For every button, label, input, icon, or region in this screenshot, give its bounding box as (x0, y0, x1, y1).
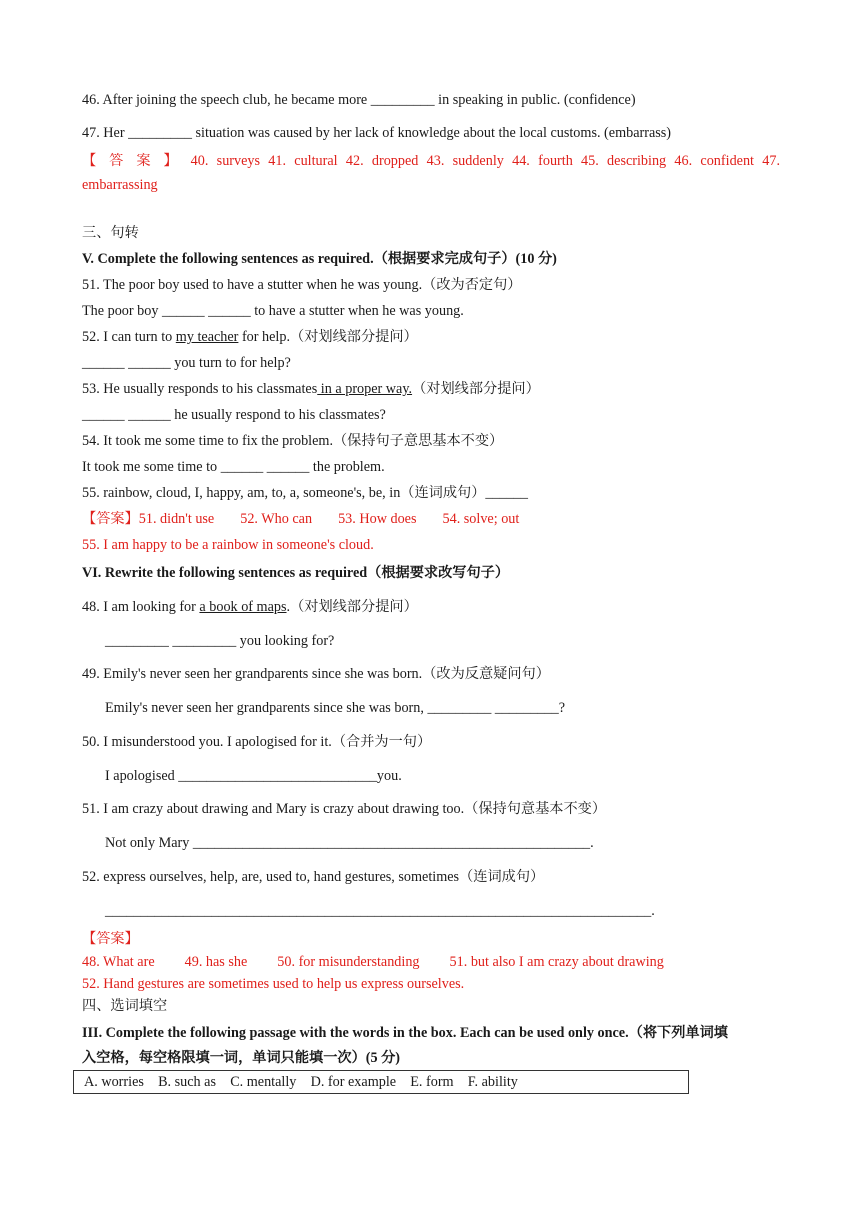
answer-key-line-1: 【 答 案 】 40. surveys 41. cultural 42. dropped 43. suddenly 44. fourth 45. describing 46. confident 47. (82, 153, 780, 169)
question-v-52-underlined: my teacher (175, 329, 239, 345)
section-heading-4: 四、选词填空 (82, 998, 168, 1014)
question-vi-48-post: .（对划线部分提问） (286, 599, 418, 615)
section-iii-title-line-1: III. Complete the following passage with the words in the box. Each can be used only once.（将下列单词填 (82, 1025, 728, 1041)
answer-key-vi (82, 953, 664, 971)
word-box-options: A. worries B. such as C. mentally D. for example E. form F. ability (84, 1074, 518, 1090)
answer-item: 48. What are (82, 954, 155, 970)
section-vi-title: VI. Rewrite the following sentences as required（根据要求改写句子） (82, 565, 510, 581)
question-v-55: 55. rainbow, cloud, I, happy, am, to, a, someone's, be, in（连词成句）______ (82, 485, 528, 501)
question-vi-48 (82, 598, 418, 616)
answer-item: 49. has she (184, 954, 248, 970)
answer-key-vi-52: 52. Hand gestures are sometimes used to help us express ourselves. (82, 976, 465, 992)
section-v-title (82, 250, 557, 268)
question-vi-52: 52. express ourselves, help, are, used to, hand gestures, sometimes（连词成句） (82, 869, 545, 885)
question-v-53-post: （对划线部分提问） (412, 381, 540, 397)
question-vi-48-blank: _________ _________ you looking for? (105, 633, 335, 649)
answer-item: 51. didn't use (138, 511, 215, 527)
question-vi-50: 50. I misunderstood you. I apologised for it.（合并为一句） (82, 734, 432, 750)
answer-key-v (82, 510, 519, 528)
question-v-52-post: for help.（对划线部分提问） (238, 329, 418, 345)
answer-item: 53. How does (338, 511, 417, 527)
question-v-53-underlined: in a proper way. (317, 381, 413, 397)
question-vi-52-blank: _____________________________________________________________________________. (105, 903, 655, 919)
question-v-52 (82, 328, 418, 346)
question-vi-50-blank: I apologised ____________________________you. (105, 768, 402, 784)
question-v-51-blank: The poor boy ______ ______ to have a stutter when he was young. (82, 303, 464, 319)
answer-key-line-2: embarrassing (82, 177, 158, 193)
question-vi-49: 49. Emily's never seen her grandparents since she was born.（改为反意疑问句） (82, 666, 550, 682)
answer-item: 54. solve; out (442, 511, 520, 527)
question-v-54-blank: It took me some time to ______ ______ the problem. (82, 459, 385, 475)
section-heading-3: 三、句转 (82, 225, 139, 241)
question-v-54: 54. It took me some time to fix the problem.（保持句子意思基本不变） (82, 433, 504, 449)
answer-label-vi: 【答案】 (82, 931, 139, 947)
question-v-51: 51. The poor boy used to have a stutter when he was young.（改为否定句） (82, 277, 522, 293)
question-v-52-blank: ______ ______ you turn to for help? (82, 355, 291, 371)
question-vi-51: 51. I am crazy about drawing and Mary is crazy about drawing too.（保持句意基本不变） (82, 801, 607, 817)
answer-item: 50. for misunderstanding (277, 954, 420, 970)
answer-item: 51. but also I am crazy about drawing (449, 954, 664, 970)
section-v-title-cn: （根据要求完成句子）(10 分) (373, 251, 557, 267)
answer-item: 52. Who can (240, 511, 313, 527)
question-46: 46. After joining the speech club, he became more _________ in speaking in public. (confidence) (82, 92, 636, 108)
question-v-53 (82, 380, 540, 398)
question-vi-48-pre: 48. I am looking for (82, 599, 200, 615)
section-iii-title-line-2: 入空格，每空格限填一词，单词只能填一次）(5 分) (82, 1050, 401, 1066)
question-v-53-pre: 53. He usually responds to his classmates (82, 381, 318, 397)
question-v-52-pre: 52. I can turn to (82, 329, 176, 345)
question-v-53-blank: ______ ______ he usually respond to his classmates? (82, 407, 386, 423)
answer-key-v-55: 55. I am happy to be a rainbow in someone's cloud. (82, 537, 374, 553)
section-v-title-en: V. Complete the following sentences as required. (82, 251, 374, 267)
question-47: 47. Her _________ situation was caused by her lack of knowledge about the local customs. (embarrass) (82, 125, 672, 141)
answer-label: 【答案】 (82, 511, 139, 527)
question-vi-51-blank: Not only Mary ________________________________________________________. (105, 835, 594, 851)
word-box (73, 1070, 689, 1094)
question-vi-49-blank: Emily's never seen her grandparents since she was born, _________ _________? (105, 700, 565, 716)
question-vi-48-underlined: a book of maps (199, 599, 287, 615)
